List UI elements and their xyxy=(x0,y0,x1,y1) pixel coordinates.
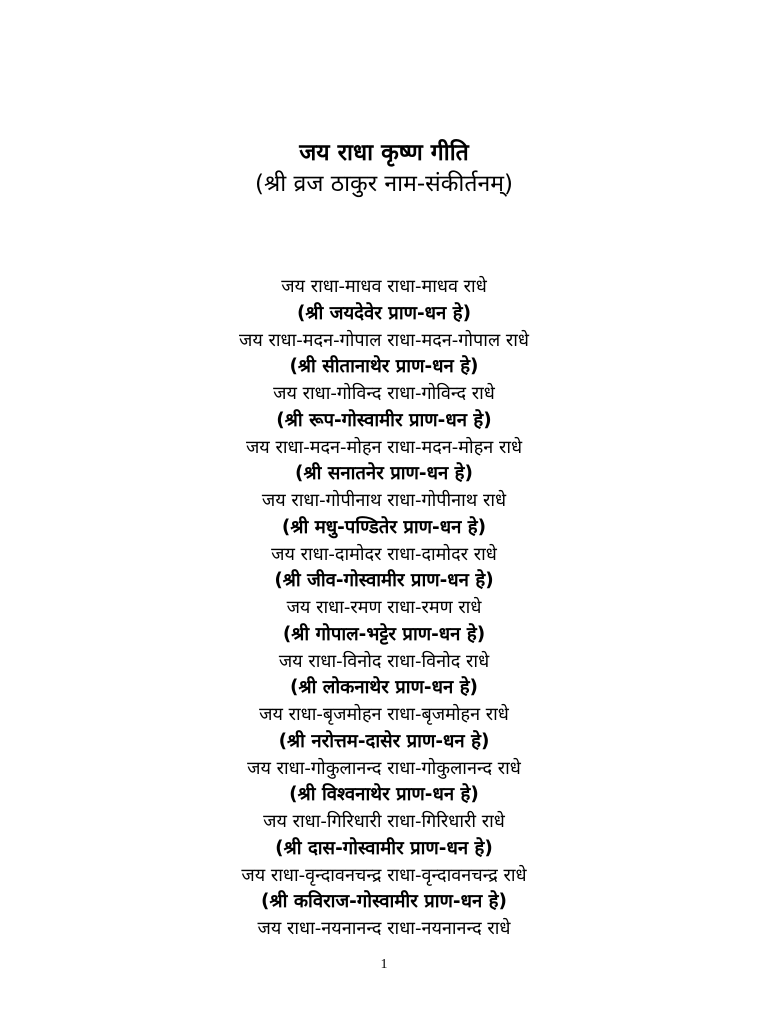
verse-line: जय राधा-गिरिधारी राधा-गिरिधारी राधे xyxy=(263,811,505,832)
refrain-line: (श्री रूप-गोस्वामीर प्राण-धन हे) xyxy=(276,409,492,431)
verse-line: जय राधा-नयनानन्द राधा-नयनानन्द राधे xyxy=(257,918,511,939)
verse-line: जय राधा-बृजमोहन राधा-बृजमोहन राधे xyxy=(259,704,509,725)
verse-line: जय राधा-मदन-मोहन राधा-मदन-मोहन राधे xyxy=(245,436,523,458)
page-title: जय राधा कृष्ण गीति xyxy=(299,140,469,166)
refrain-line: (श्री विश्वनाथेर प्राण-धन हे) xyxy=(289,784,479,806)
verse-line: जय राधा-गोविन्द राधा-गोविन्द राधे xyxy=(273,383,495,404)
refrain-line: (श्री जयदेवेर प्राण-धन हे) xyxy=(296,302,472,324)
verse-line: जय राधा-मदन-गोपाल राधा-मदन-गोपाल राधे xyxy=(239,329,529,351)
refrain-line: (श्री जीव-गोस्वामीर प्राण-धन हे) xyxy=(274,570,494,592)
verse-line: जय राधा-रमण राधा-रमण राधे xyxy=(286,597,482,618)
verse-line: जय राधा-दामोदर राधा-दामोदर राधे xyxy=(271,543,497,565)
refrain-line: (श्री सीतानाथेर प्राण-धन हे) xyxy=(289,356,479,378)
page-subtitle: (श्री व्रज ठाकुर नाम-संकीर्तनम्) xyxy=(255,171,513,197)
verse-line: जय राधा-गोपीनाथ राधा-गोपीनाथ राधे xyxy=(261,490,507,511)
refrain-line: (श्री दास-गोस्वामीर प्राण-धन हे) xyxy=(275,837,493,859)
refrain-line: (श्री नरोत्तम-दासेर प्राण-धन हे) xyxy=(278,730,490,752)
refrain-line: (श्री मधु-पण्डितेर प्राण-धन हे) xyxy=(281,516,487,538)
verse-lines xyxy=(0,274,768,943)
refrain-line: (श्री गोपाल-भट्टेर प्राण-धन हे) xyxy=(282,623,486,645)
page-number: 1 xyxy=(380,957,388,972)
verse-line: जय राधा-विनोद राधा-विनोद राधे xyxy=(278,650,490,672)
verse-line: जय राधा-गोकुलानन्द राधा-गोकुलानन्द राधे xyxy=(247,757,521,779)
refrain-line: (श्री लोकनाथेर प्राण-धन हे) xyxy=(290,677,478,699)
refrain-line: (श्री कविराज-गोस्वामीर प्राण-धन हे) xyxy=(261,891,507,913)
verse-line: जय राधा-वृन्दावनचन्द्र राधा-वृन्दावनचन्द्र राधे xyxy=(241,864,527,886)
refrain-line: (श्री सनातनेर प्राण-धन हे) xyxy=(295,463,473,485)
verse-line: जय राधा-माधव राधा-माधव राधे xyxy=(281,276,487,297)
